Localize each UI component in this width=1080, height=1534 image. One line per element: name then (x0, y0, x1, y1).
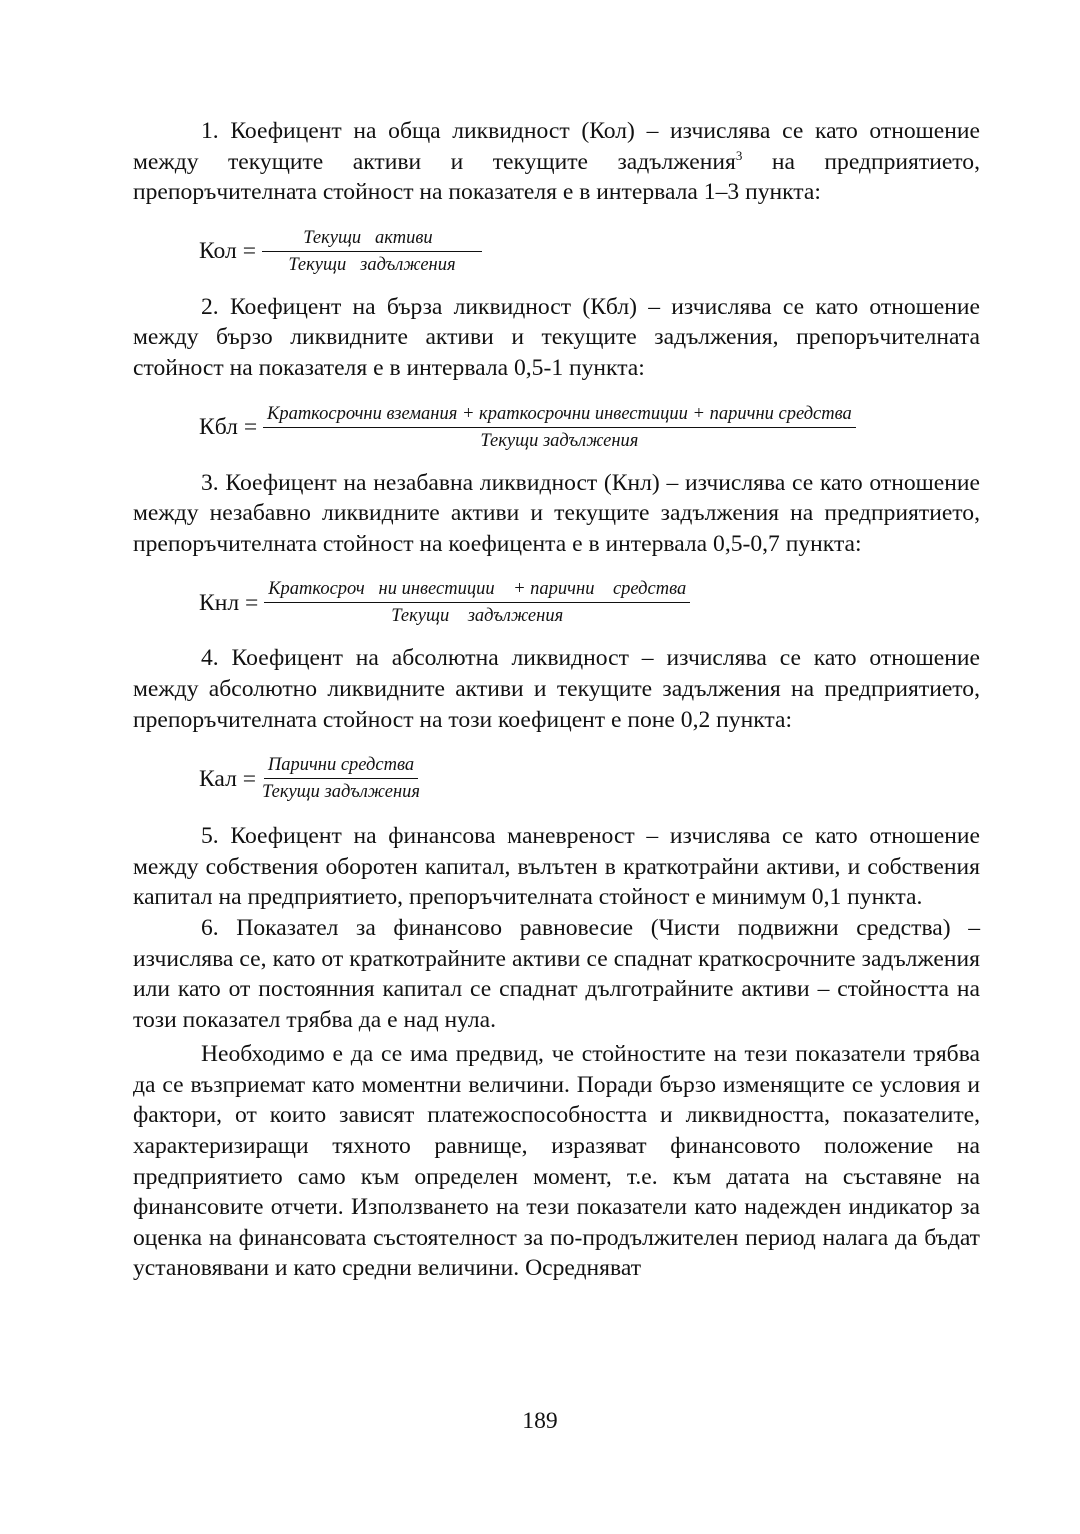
footnote-ref: 3 (735, 147, 743, 163)
formula-kal-numerator: Парични средства (264, 755, 418, 779)
formula-kal-denominator: Текущи задължения (261, 782, 420, 803)
page-body (133, 116, 980, 1284)
paragraph-5: 5. Коефицент на финансова маневреност – изчислява се като отношение между собствения оборотен капитал, вълътен в краткотрайни активи, и собствения капитал на предприятието, препоръчителната стойност е минимум 0,1 пункта. (133, 823, 980, 911)
formula-kol-denominator: Текущи задължения (288, 254, 456, 275)
paragraph-3: 3. Коефицент на незабавна ликвидност (Кнл) – изчислява се като отношение между незабавно ликвидните активи и текущите задължения на предприятието, препоръчителната стойност на коефицента е в интервала 0,5-0,7 пункта: (133, 469, 980, 557)
page-number: 189 (522, 1408, 558, 1434)
formula-kol-label: Кол = (199, 238, 262, 265)
paragraph-1-text-end: на предприятието, препоръчителната стойност на показателя е в интервала 1–3 пункта: (133, 148, 981, 206)
formula-knl-label: Кнл = (199, 589, 265, 616)
formula-kal-fraction (262, 755, 420, 803)
paragraph-1 (133, 116, 980, 208)
formula-kol (199, 228, 980, 276)
formula-kal (199, 755, 980, 803)
formula-knl (199, 579, 980, 627)
formula-kbl-label: Кбл = (199, 414, 264, 441)
paragraph-7: Необходимо е да се има предвид, че стойностите на тези показатели трябва да се възприемат като моментни величини. Поради бързо изменящите се условия и фактори, от които зависят платежоспособността и ликвидността, показателите, характеризиращи тяхното равнище, изразяват финансовото положение на предприятието само към определен момент, т.е. към датата на съставяне на финансовите отчети. Използването на тези показатели като надежден индикатор за оценка на финансовата състоятелност за по-продължителен период налага да бъдат установявани и като средни величини. Осредняват (133, 1041, 980, 1282)
paragraph-4: 4. Коефицент на абсолютна ликвидност – изчислява се като отношение между абсолютно ликвидните активи и текущите задължения на предприятието, препоръчителната стойност на този коефицент е поне 0,2 пункта: (133, 645, 980, 733)
paragraph-1-text: 1. Коефицент на обща ликвидност (Кол) – изчислява се като отношение между текущите активи и текущите задължения (133, 118, 980, 175)
paragraph-2: 2. Коефицент на бърза ликвидност (Кбл) – изчислява се като отношение между бързо ликвидните активи и текущите задължения, препоръчителната стойност на показателя е в интервала 0,5-1 пункта: (133, 293, 980, 381)
formula-kal-label: Кал = (199, 765, 262, 792)
paragraph-6: 6. Показател за финансово равновесие (Чисти подвижни средства) – изчислява се, като от краткотрайните активи се спаднат краткосрочните задължения или като от постоянния капитал се спаднат дълготрайните активи – стойността на този показател трябва да е над нула. (133, 914, 980, 1033)
formula-kbl (199, 404, 980, 452)
formula-kbl-numerator: Краткосрочни вземания + краткосрочни инвестиции + парични средства (263, 404, 856, 428)
formula-knl-fraction (264, 579, 690, 627)
formula-knl-denominator: Текущи задължения (391, 606, 564, 627)
formula-kol-numerator: Текущи активи (262, 228, 482, 252)
formula-kol-fraction (262, 228, 482, 276)
formula-kbl-denominator: Текущи задължения (480, 430, 639, 451)
formula-kbl-fraction (263, 404, 856, 452)
formula-knl-numerator: Краткосроч ни инвестиции + парични средства (264, 579, 690, 603)
